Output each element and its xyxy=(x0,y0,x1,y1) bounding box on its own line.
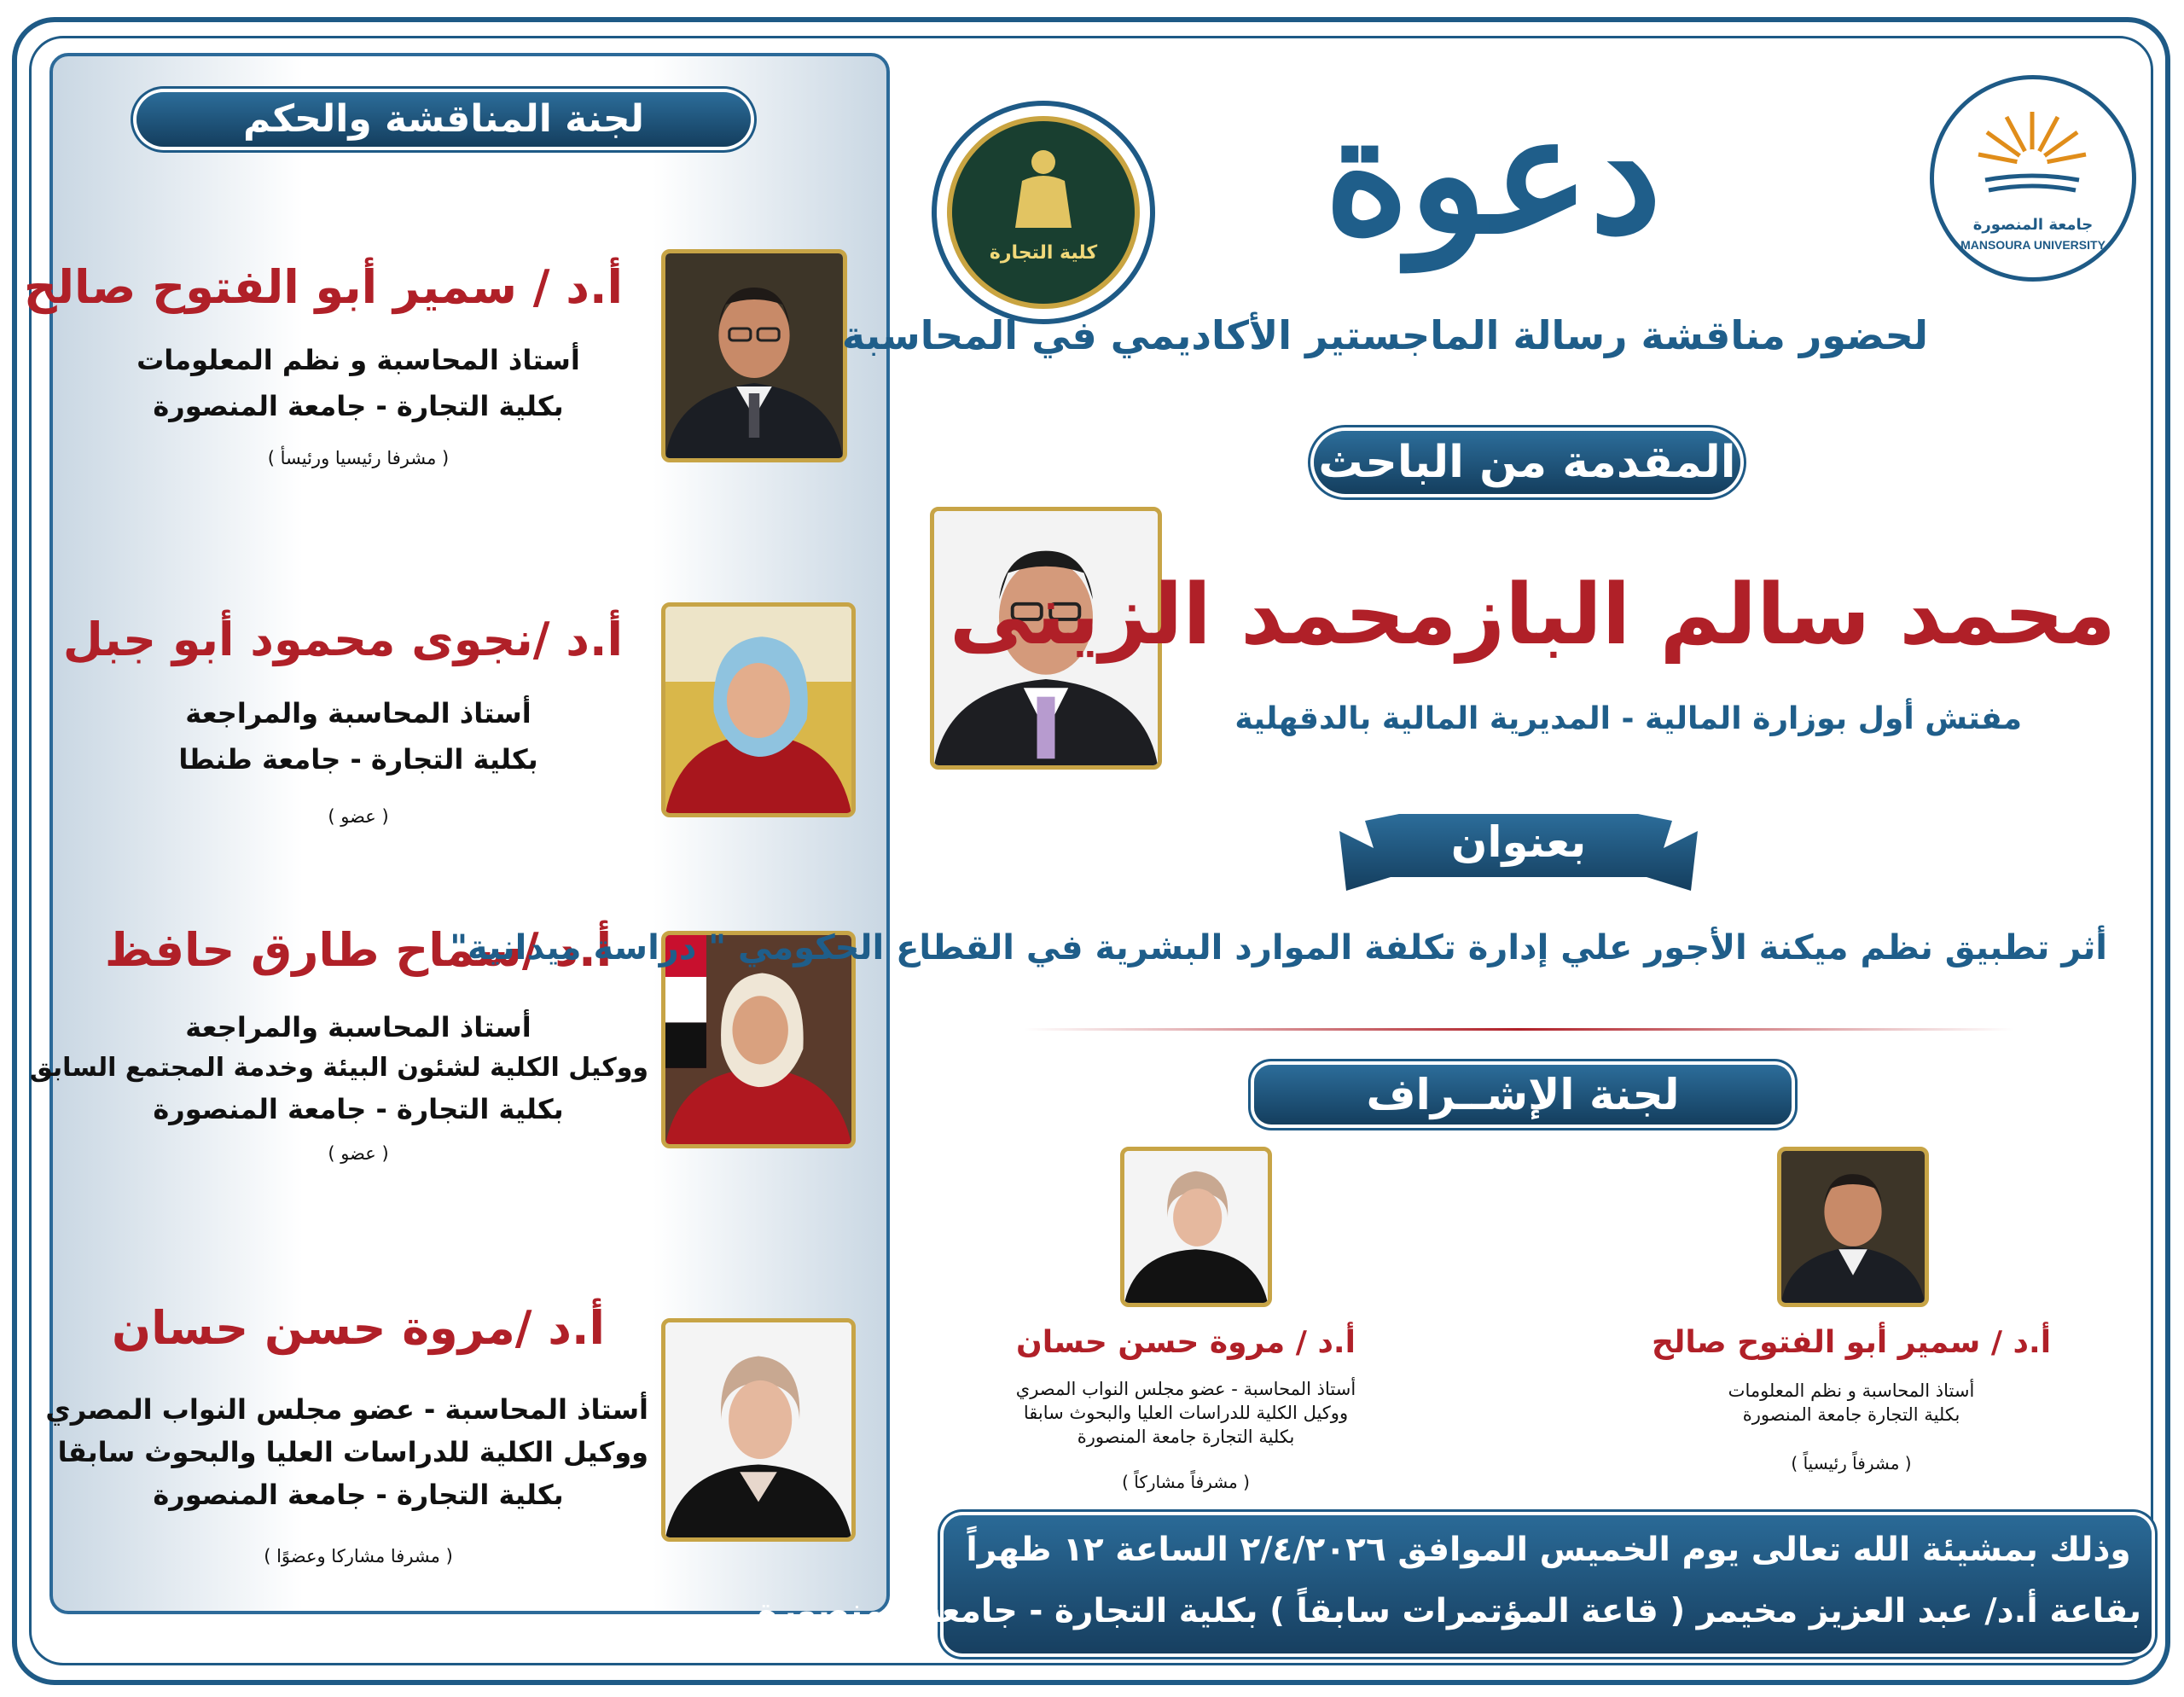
woman-portrait-icon xyxy=(665,607,851,813)
man-portrait-icon xyxy=(665,253,843,458)
event-line-2: بقاعة أ.د/ عبد العزيز مخيمر ( قاعة المؤتمرات سابقاً ) بكلية التجارة - جامعة المنصورة xyxy=(758,1592,2141,1630)
supervisor-photo-2 xyxy=(1120,1147,1272,1307)
presented-by xyxy=(1314,431,1740,494)
member-photo-4 xyxy=(661,1318,856,1542)
member-line-2-1: أستاذ المحاسبة والمراجعة xyxy=(185,697,531,729)
university-logo-en: MANSOURA UNIVERSITY xyxy=(1960,238,2106,252)
committee-title-text: لجنة المناقشة والحكم xyxy=(242,97,645,141)
supervisor-line-2-1: أستاذ المحاسبة - عضو مجلس النواب المصري xyxy=(1015,1379,1356,1399)
member-name-2: أ.د /نجوى محمود أبو جبل xyxy=(62,613,623,666)
supervisor-line-2-3: بكلية التجارة جامعة المنصورة xyxy=(1077,1427,1295,1447)
faculty-logo-text: كلية التجارة xyxy=(989,242,1098,264)
man-portrait-icon xyxy=(1781,1151,1925,1303)
supervisor-role-1: ( مشرفاً رئيسياً ) xyxy=(1791,1453,1912,1473)
supervisor-role-2: ( مشرفاً مشاركاً ) xyxy=(1122,1472,1250,1492)
member-name-3: أ.د /سماح طارق حافظ xyxy=(104,923,613,977)
supervisor-line-1-2: بكلية التجارة جامعة المنصورة xyxy=(1742,1404,1960,1425)
invitation-title: دعوة xyxy=(1324,79,1662,270)
university-logo xyxy=(1930,75,2136,282)
woman-portrait-icon xyxy=(1124,1151,1268,1303)
supervisor-photo-1 xyxy=(1777,1147,1929,1307)
member-line-2-2: بكلية التجارة - جامعة طنطا xyxy=(178,743,538,776)
invitation-line: لحضور مناقشة رسالة الماجستير الأكاديمي في المحاسبة xyxy=(841,312,1928,358)
member-photo-1 xyxy=(661,249,847,462)
member-photo-2 xyxy=(661,602,856,817)
event-line-1: وذلك بمشيئة الله تعالى يوم الخميس الموافق ٢/٤/٢٠٢٦ الساعة ١٢ ظهراً xyxy=(966,1531,2131,1569)
university-logo-ar: جامعة المنصورة xyxy=(1972,216,2094,234)
member-role-2: ( عضو ) xyxy=(328,806,389,827)
member-line-3-2: ووكيل الكلية لشئون البيئة وخدمة المجتمع السابق xyxy=(29,1053,648,1083)
member-role-3: ( عضو ) xyxy=(328,1143,389,1164)
member-name-4: أ.د /مروة حسن حسان xyxy=(111,1301,606,1355)
presented-by-text: المقدمة من الباحث xyxy=(1318,437,1736,488)
title-divider xyxy=(1024,1028,2013,1031)
supervision-title xyxy=(1254,1065,1792,1125)
member-role-4: ( مشرفا مشاركا وعضوًا ) xyxy=(264,1546,453,1566)
supervisor-name-1: أ.د / سمير أبو الفتوح صالح xyxy=(1651,1325,2052,1360)
member-role-1: ( مشرفا رئيسيا ورئيسأ ) xyxy=(267,448,450,468)
member-line-4-1: أستاذ المحاسبة - عضو مجلس النواب المصري xyxy=(45,1393,648,1426)
member-line-1-2: بكلية التجارة - جامعة المنصورة xyxy=(153,390,564,422)
researcher-position: مفتش أول بوزارة المالية - المديرية المالية بالدقهلية xyxy=(1234,701,2022,736)
seated-scribe-icon xyxy=(1005,147,1082,241)
sun-rays-icon xyxy=(1968,105,2096,207)
supervision-title-text: لجنة الإشــراف xyxy=(1366,1070,1680,1119)
faculty-logo xyxy=(932,101,1155,324)
member-line-3-1: أستاذ المحاسبة والمراجعة xyxy=(185,1011,531,1043)
supervisor-name-2: أ.د / مروة حسن حسان xyxy=(1016,1325,1356,1360)
supervisor-line-1-1: أستاذ المحاسبة و نظم المعلومات xyxy=(1728,1380,1975,1401)
researcher-name: محمد سالم البازمحمد الزينى xyxy=(949,567,2116,664)
member-line-4-3: بكلية التجارة - جامعة المنصورة xyxy=(153,1479,564,1511)
member-line-4-2: ووكيل الكلية للدراسات العليا والبحوث سابقا xyxy=(57,1436,648,1468)
thesis-title: أثر تطبيق نظم ميكنة الأجور علي إدارة تكلفة الموارد البشرية في القطاع الحكومي " دراسة ميدانية" xyxy=(450,928,2107,968)
title-label: بعنوان xyxy=(1450,817,1587,867)
member-line-3-3: بكلية التجارة - جامعة المنصورة xyxy=(153,1093,564,1125)
woman-portrait-icon xyxy=(665,1322,851,1537)
supervisor-line-2-2: ووكيل الكلية للدراسات العليا والبحوث سابقا xyxy=(1023,1403,1349,1423)
member-line-1-1: أستاذ المحاسبة و نظم المعلومات xyxy=(136,344,580,376)
committee-title xyxy=(136,92,751,147)
member-name-1: أ.د / سمير أبو الفتوح صالح xyxy=(23,260,623,314)
